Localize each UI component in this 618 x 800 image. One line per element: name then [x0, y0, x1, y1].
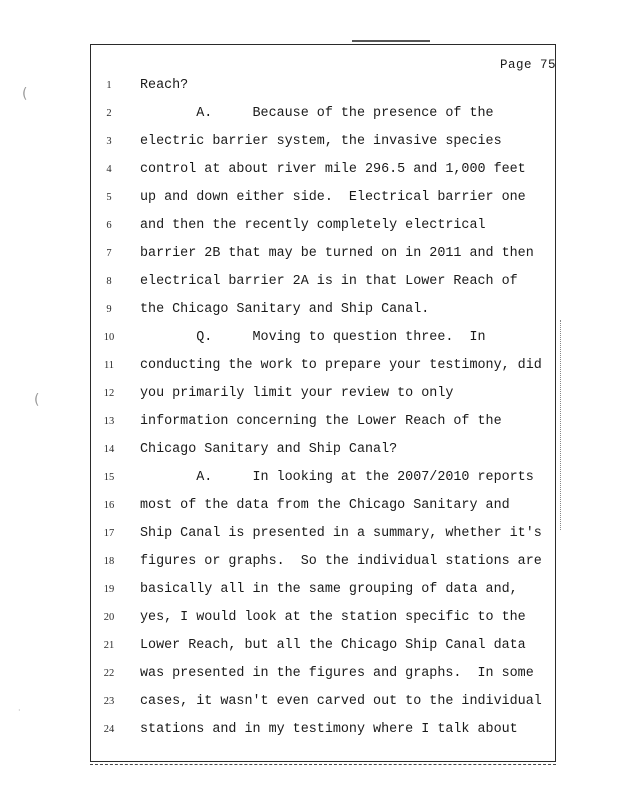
page-number: Page 75	[500, 58, 557, 72]
line-number: 15	[103, 472, 115, 483]
transcript-line	[0, 498, 618, 518]
line-text: electric barrier system, the invasive species	[140, 134, 502, 149]
transcript-line	[0, 134, 618, 154]
line-number: 8	[106, 276, 112, 287]
line-text: up and down either side. Electrical barrier one	[140, 190, 526, 205]
page-bottom-edge	[90, 764, 556, 767]
transcript-line	[0, 218, 618, 238]
transcript-line	[0, 442, 618, 462]
transcript-line	[0, 386, 618, 406]
transcript-line	[0, 274, 618, 294]
line-number: 7	[106, 248, 112, 259]
line-text: Lower Reach, but all the Chicago Ship Canal data	[140, 638, 526, 653]
line-text: the Chicago Sanitary and Ship Canal.	[140, 302, 430, 317]
line-number: 9	[106, 304, 112, 315]
line-number: 13	[103, 416, 115, 427]
line-text: Q. Moving to question three. In	[140, 330, 486, 345]
line-number: 12	[103, 388, 115, 399]
line-text: stations and in my testimony where I talk about	[140, 722, 518, 737]
transcript-line	[0, 666, 618, 686]
line-text: basically all in the same grouping of data and,	[140, 582, 518, 597]
transcript-line	[0, 162, 618, 182]
transcript-line	[0, 190, 618, 210]
line-text: cases, it wasn't even carved out to the individual	[140, 694, 542, 709]
line-text: information concerning the Lower Reach of the	[140, 414, 502, 429]
line-text: most of the data from the Chicago Sanitary and	[140, 498, 510, 513]
transcript-line	[0, 78, 618, 98]
transcript-line	[0, 414, 618, 434]
line-number: 5	[106, 192, 112, 203]
line-number: 14	[103, 444, 115, 455]
transcript-line	[0, 106, 618, 126]
line-number: 1	[106, 80, 112, 91]
transcript-line	[0, 302, 618, 322]
line-text: was presented in the figures and graphs. In some	[140, 666, 534, 681]
transcript-line	[0, 470, 618, 490]
line-text: conducting the work to prepare your testimony, did	[140, 358, 542, 373]
line-number: 4	[106, 164, 112, 175]
line-number: 20	[103, 612, 115, 623]
transcript-line	[0, 722, 618, 742]
line-text: A. Because of the presence of the	[140, 106, 494, 121]
binder-dot-mark: ·	[18, 706, 21, 715]
line-number: 6	[106, 220, 112, 231]
line-text: Ship Canal is presented in a summary, whether it's	[140, 526, 542, 541]
line-number: 2	[106, 108, 112, 119]
line-number: 3	[106, 136, 112, 147]
transcript-line	[0, 610, 618, 630]
transcript-line	[0, 526, 618, 546]
line-text: yes, I would look at the station specific to the	[140, 610, 526, 625]
transcript-line	[0, 246, 618, 266]
line-number: 24	[103, 724, 115, 735]
binder-hole-mark: (	[22, 86, 28, 102]
line-number: 17	[103, 528, 115, 539]
transcript-line	[0, 582, 618, 602]
line-text: and then the recently completely electrical	[140, 218, 486, 233]
binder-hole-mark: (	[34, 392, 40, 408]
line-text: you primarily limit your review to only	[140, 386, 454, 401]
line-number: 18	[103, 556, 115, 567]
line-number: 16	[103, 500, 115, 511]
line-number: 23	[103, 696, 115, 707]
transcript-line	[0, 358, 618, 378]
line-text: electrical barrier 2A is in that Lower Reach of	[140, 274, 518, 289]
scan-artifact	[352, 40, 430, 42]
line-text: Chicago Sanitary and Ship Canal?	[140, 442, 398, 457]
line-text: figures or graphs. So the individual stations are	[140, 554, 542, 569]
transcript-line	[0, 330, 618, 350]
line-number: 21	[103, 640, 115, 651]
transcript-line	[0, 638, 618, 658]
line-number: 22	[103, 668, 115, 679]
line-text: Reach?	[140, 78, 189, 93]
line-number: 19	[103, 584, 115, 595]
transcript-line	[0, 694, 618, 714]
line-text: barrier 2B that may be turned on in 2011 and then	[140, 246, 534, 261]
line-text: control at about river mile 296.5 and 1,000 feet	[140, 162, 526, 177]
line-number: 10	[103, 332, 115, 343]
transcript-line	[0, 554, 618, 574]
line-number: 11	[103, 360, 115, 371]
line-text: A. In looking at the 2007/2010 reports	[140, 470, 534, 485]
